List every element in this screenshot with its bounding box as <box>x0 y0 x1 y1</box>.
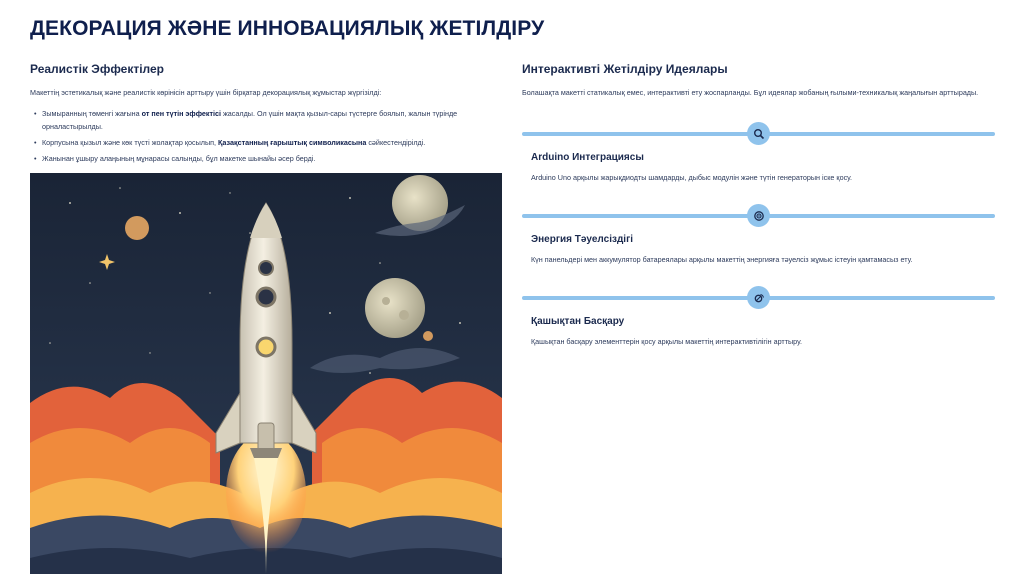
remote-icon <box>747 286 770 309</box>
energy-icon <box>747 204 770 227</box>
interactive-ideas-section <box>522 62 995 346</box>
effects-list <box>30 107 502 165</box>
realistic-effects-heading: Реалистік Эффектілер <box>30 62 165 76</box>
list-item: • Жанынан ұшыру алаңының мұнарасы салынды, бұл макетке шынайы әсер берді. <box>34 152 502 165</box>
list-item: • Корпусына қызыл және көк түсті жолақтар қосылып, Қазақстанның ғарыштық символикасына сәйкестендірілді. <box>34 136 502 149</box>
rocket-launch-illustration <box>30 173 502 574</box>
search-icon <box>747 122 770 145</box>
realistic-effects-intro: Макеттің эстетикалық және реалистік көрінісін арттыру үшін бірқатар декорациялық жұмыстар жүргізілді: <box>30 88 382 97</box>
idea-description: Қашықтан басқару элементтерін қосу арқылы макеттің интерактивтілігін арттыру. <box>531 337 802 346</box>
page-title: ДЕКОРАЦИЯ ЖӘНЕ ИННОВАЦИЯЛЫҚ ЖЕТІЛДІРУ <box>30 17 545 40</box>
idea-title: Arduino Интеграциясы <box>531 152 644 163</box>
list-item: • Зымыранның төменгі жағына от пен түтін эффектісі жасалды. Ол үшін мақта қызыл-сары түстерге боялып, жалын түрінде орналастырылды. <box>34 107 502 133</box>
idea-description: Arduino Uno арқылы жарықдиодты шамдарды, дыбыс модулін және түтін генераторын іске қосу. <box>531 173 853 182</box>
idea-title: Қашықтан Басқару <box>531 316 625 327</box>
idea-title: Энергия Тәуелсіздігі <box>531 234 634 245</box>
interactive-ideas-intro: Болашақта макетті статикалық емес, интерактивті ету жоспарланды. Бұл идеялар жобаның ғылыми-техникалық жаңалығын арттырады. <box>522 88 979 97</box>
interactive-ideas-heading: Интерактивті Жетілдіру Идеялары <box>522 62 728 76</box>
realistic-effects-section <box>30 62 502 168</box>
idea-description: Күн панельдері мен аккумулятор батареялары арқылы макеттің энергияға тәуелсіз жұмыс істеуін қамтамасыз ету. <box>531 255 913 264</box>
